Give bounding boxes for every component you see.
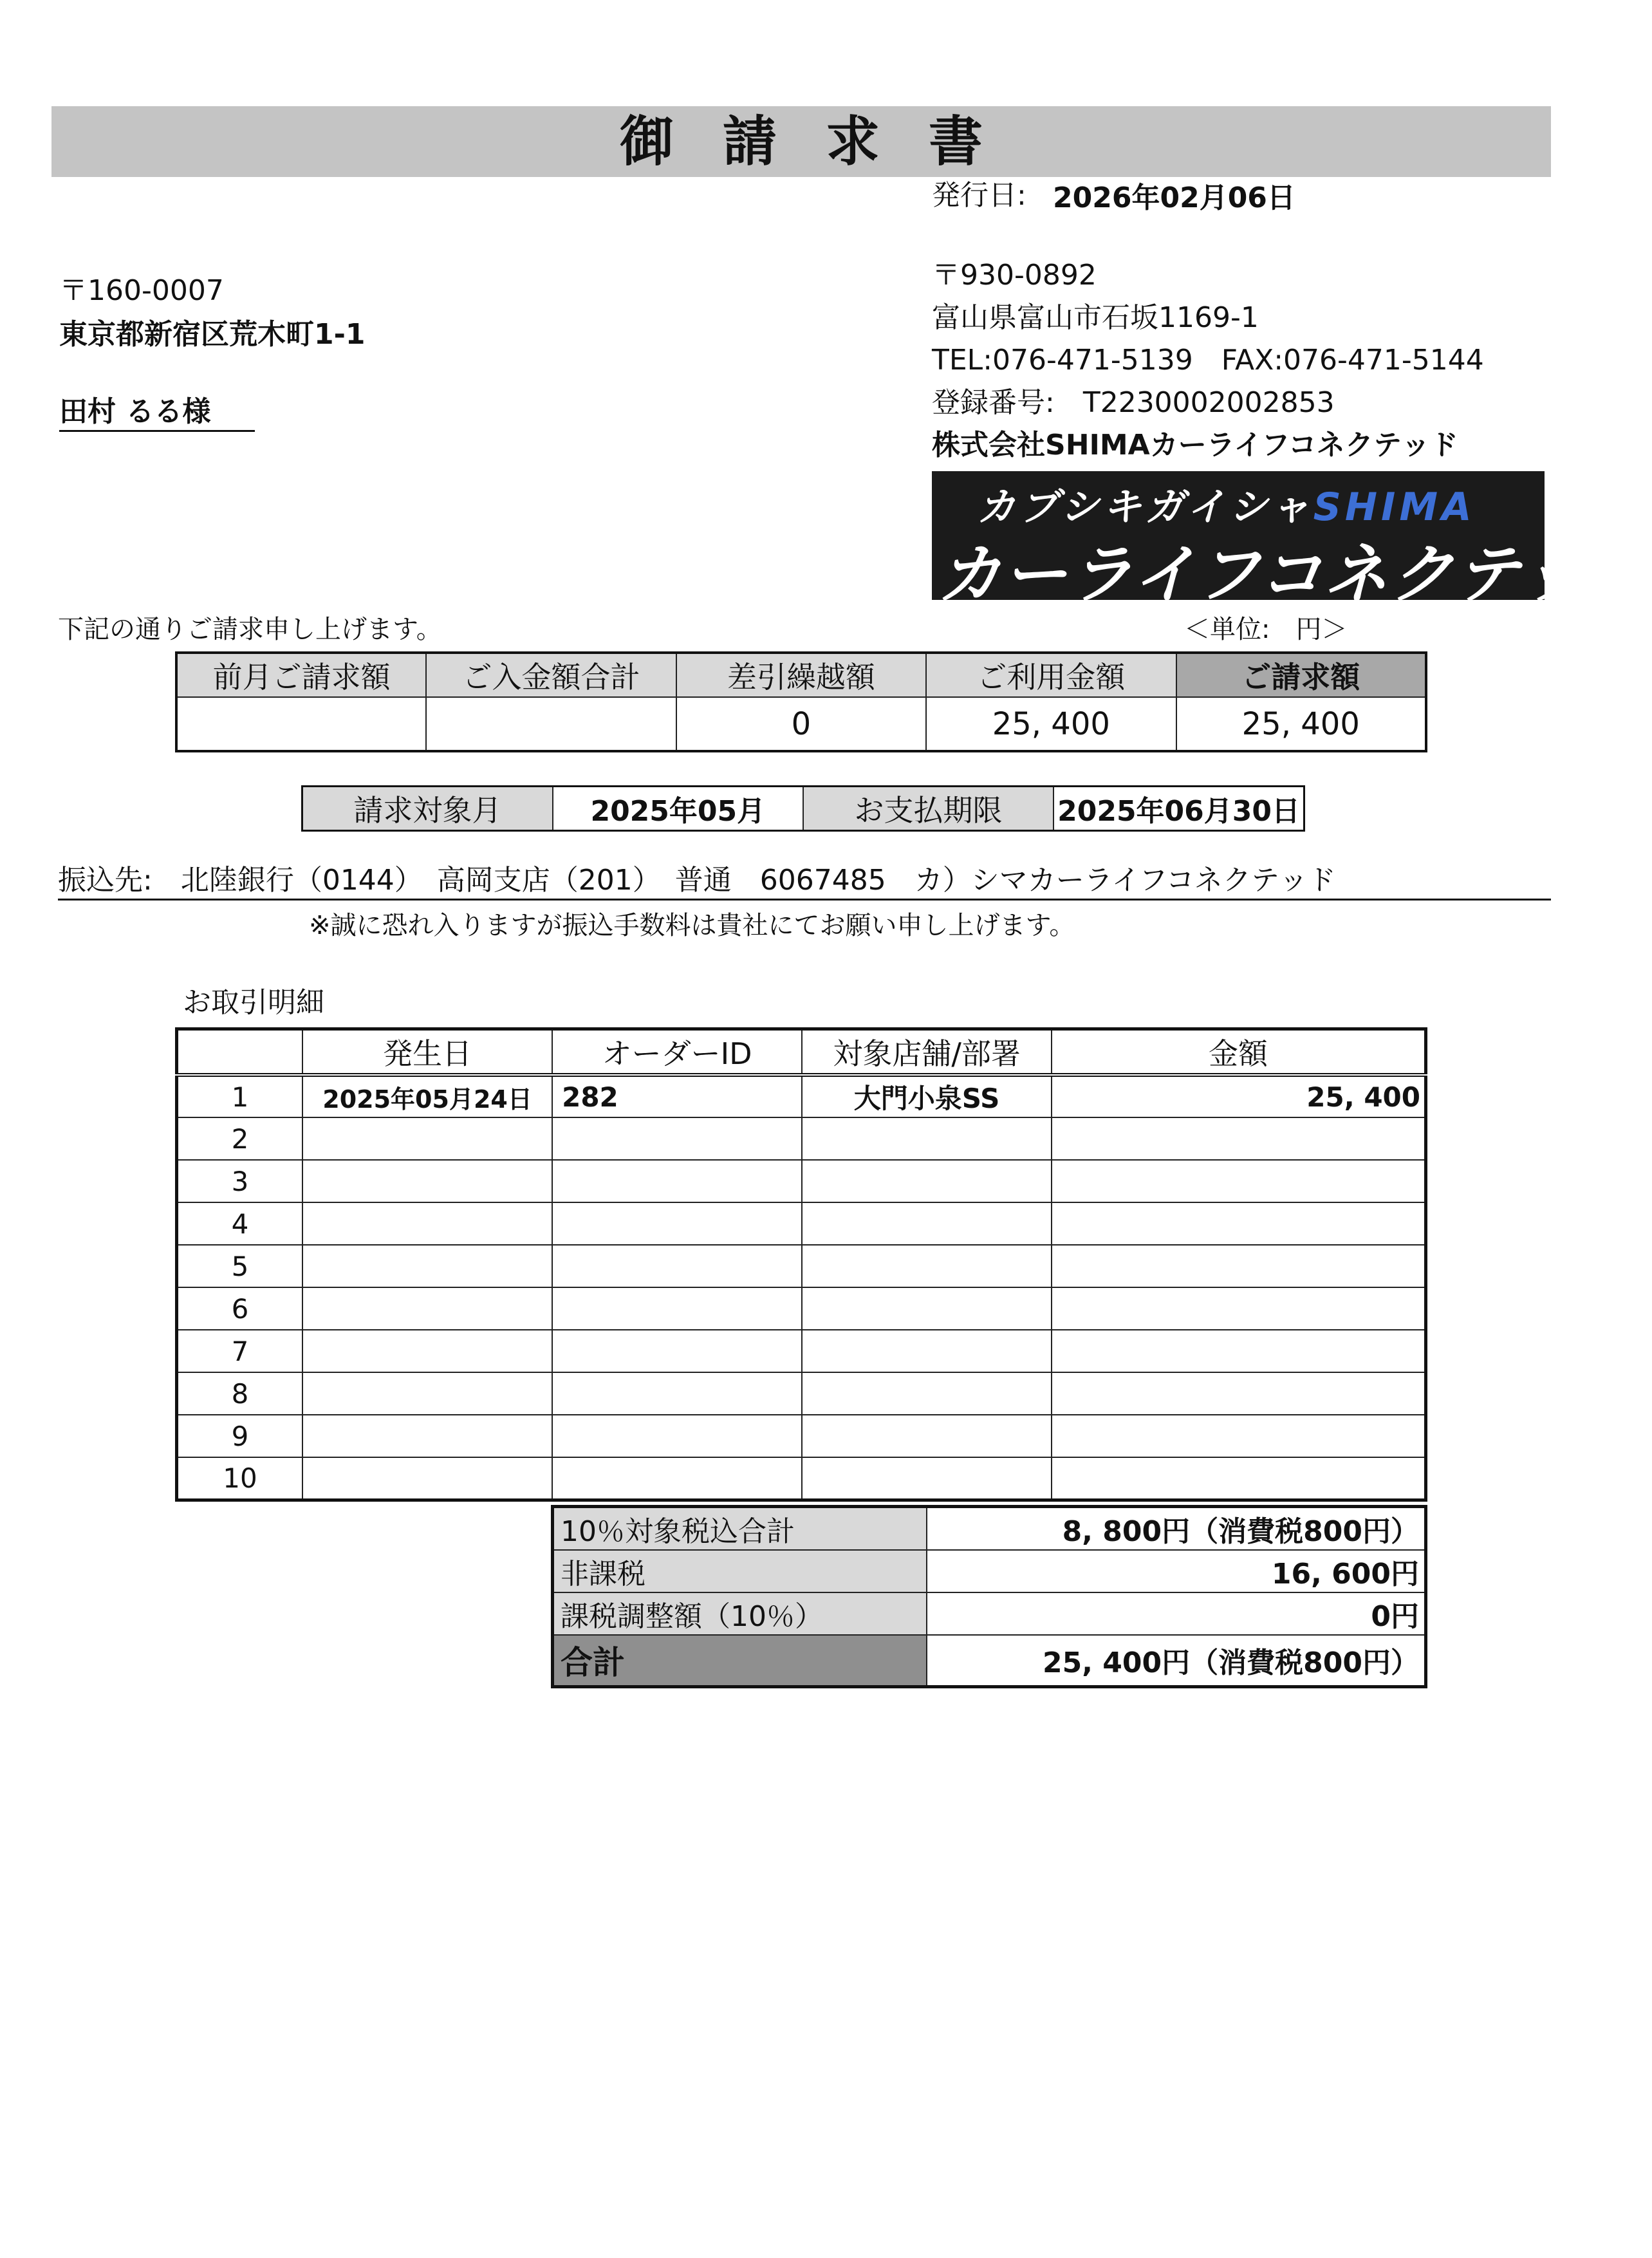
row-order-id (552, 1202, 802, 1245)
bank-info: 振込先: 北陸銀行（0144） 高岡支店（201） 普通 6067485 カ）シマカーライフコネクテッド (58, 863, 1551, 900)
table-row (177, 1287, 1426, 1330)
row-date (302, 1202, 552, 1245)
summary-header-payment: ご入金額合計 (426, 653, 676, 697)
row-store (802, 1202, 1052, 1245)
totals-row-taxable (553, 1507, 1426, 1551)
tax-adjustment-label: 課税調整額（10％） (553, 1592, 927, 1635)
row-amount (1052, 1117, 1425, 1160)
row-amount (1052, 1457, 1425, 1500)
row-date (302, 1372, 552, 1415)
nontaxable-label: 非課税 (553, 1550, 927, 1592)
row-number: 9 (177, 1415, 303, 1457)
row-amount (1052, 1160, 1425, 1202)
summary-value-payment (426, 697, 676, 751)
totals-row-nontaxable (553, 1550, 1426, 1592)
row-date (302, 1160, 552, 1202)
summary-header-carryover: 差引繰越額 (676, 653, 926, 697)
table-row (177, 1330, 1426, 1372)
recipient-name: 田村 るる様 (59, 394, 255, 432)
target-month-label: 請求対象月 (302, 787, 553, 831)
table-row (177, 1457, 1426, 1500)
row-store (802, 1330, 1052, 1372)
title-bar (51, 106, 1551, 177)
row-number: 1 (177, 1075, 303, 1117)
summary-value-usage: 25, 400 (926, 697, 1176, 751)
summary-value-row (176, 697, 1426, 751)
taxable-total-value: 8, 800円（消費税800円） (927, 1507, 1426, 1551)
table-row (177, 1372, 1426, 1415)
detail-header-row (177, 1029, 1426, 1076)
totals-row-grand (553, 1635, 1426, 1686)
issue-date-label: 発行日: (932, 179, 1026, 212)
summary-table (175, 651, 1427, 752)
row-order-id (552, 1457, 802, 1500)
recipient-postal: 〒160-0007 (59, 274, 224, 307)
table-row (177, 1245, 1426, 1287)
row-order-id (552, 1117, 802, 1160)
summary-value-billing: 25, 400 (1176, 697, 1426, 751)
table-row (177, 1075, 1426, 1117)
row-store (802, 1415, 1052, 1457)
issuer-address: 富山県富山市石坂1169-1 (932, 301, 1259, 334)
row-number: 8 (177, 1372, 303, 1415)
issue-date: 2026年02月06日 (1053, 182, 1295, 214)
detail-table (175, 1027, 1427, 1502)
detail-header-order: オーダーID (552, 1029, 802, 1076)
row-amount (1052, 1287, 1425, 1330)
summary-header-usage: ご利用金額 (926, 653, 1176, 697)
row-store (802, 1160, 1052, 1202)
table-row (177, 1202, 1426, 1245)
row-order-id: 282 (552, 1075, 802, 1117)
row-date (302, 1415, 552, 1457)
detail-caption: お取引明細 (183, 986, 324, 1019)
row-order-id (552, 1245, 802, 1287)
row-number: 3 (177, 1160, 303, 1202)
row-number: 5 (177, 1245, 303, 1287)
row-amount: 25, 400 (1052, 1075, 1425, 1117)
row-store (802, 1372, 1052, 1415)
row-number: 4 (177, 1202, 303, 1245)
row-date (302, 1245, 552, 1287)
row-store (802, 1117, 1052, 1160)
due-date-value: 2025年06月30日 (1053, 787, 1304, 831)
row-date (302, 1117, 552, 1160)
summary-value-prev (176, 697, 426, 751)
period-row (302, 787, 1304, 831)
detail-header-store: 対象店舗/部署 (802, 1029, 1052, 1076)
nontaxable-value: 16, 600円 (927, 1550, 1426, 1592)
row-amount (1052, 1372, 1425, 1415)
detail-header-no (177, 1029, 303, 1076)
row-store: 大門小泉SS (802, 1075, 1052, 1117)
summary-header-billing: ご請求額 (1176, 653, 1426, 697)
period-table (301, 785, 1305, 832)
issuer-postal: 〒930-0892 (932, 259, 1097, 292)
row-order-id (552, 1415, 802, 1457)
target-month-value: 2025年05月 (553, 787, 803, 831)
row-store (802, 1245, 1052, 1287)
document-title: 御請求書 (619, 110, 1032, 173)
row-number: 2 (177, 1117, 303, 1160)
row-store (802, 1457, 1052, 1500)
totals-row-adjustment (553, 1592, 1426, 1635)
tax-adjustment-value: 0円 (927, 1592, 1426, 1635)
taxable-total-label: 10％対象税込合計 (553, 1507, 927, 1551)
table-row (177, 1117, 1426, 1160)
row-date (302, 1287, 552, 1330)
row-store (802, 1287, 1052, 1330)
bank-fee-note: ※誠に恐れ入りますが振込手数料は貴社にてお願い申し上げます。 (309, 911, 1075, 940)
unit-label: ＜単位: 円＞ (1184, 615, 1348, 644)
row-amount (1052, 1330, 1425, 1372)
row-order-id (552, 1330, 802, 1372)
recipient-address: 東京都新宿区荒木町1-1 (59, 318, 366, 351)
detail-header-amount: 金額 (1052, 1029, 1425, 1076)
row-number: 10 (177, 1457, 303, 1500)
intro-text: 下記の通りご請求申し上げます。 (58, 615, 442, 644)
summary-value-carryover: 0 (676, 697, 926, 751)
row-order-id (552, 1287, 802, 1330)
detail-header-date: 発生日 (302, 1029, 552, 1076)
logo-bottom-line: カーライフコネクテッド (937, 537, 1652, 612)
row-date: 2025年05月24日 (302, 1075, 552, 1117)
row-order-id (552, 1372, 802, 1415)
row-amount (1052, 1202, 1425, 1245)
row-date (302, 1330, 552, 1372)
company-logo (932, 471, 1652, 612)
totals-table (551, 1505, 1427, 1688)
row-date (302, 1457, 552, 1500)
row-order-id (552, 1160, 802, 1202)
row-number: 7 (177, 1330, 303, 1372)
grand-total-label: 合計 (553, 1635, 927, 1686)
table-row (177, 1415, 1426, 1457)
table-row (177, 1160, 1426, 1202)
summary-header-row (176, 653, 1426, 697)
grand-total-value: 25, 400円（消費税800円） (927, 1635, 1426, 1686)
issuer-tel-fax: TEL:076-471-5139 FAX:076-471-5144 (932, 344, 1484, 377)
issuer-company: 株式会社SHIMAカーライフコネクテッド (932, 429, 1458, 462)
row-number: 6 (177, 1287, 303, 1330)
issuer-registration: 登録番号: T2230002002853 (932, 386, 1335, 419)
logo-top-line: カブシキガイシャSHIMA (977, 485, 1476, 530)
due-date-label: お支払期限 (803, 787, 1053, 831)
row-amount (1052, 1415, 1425, 1457)
row-amount (1052, 1245, 1425, 1287)
summary-header-prev: 前月ご請求額 (176, 653, 426, 697)
